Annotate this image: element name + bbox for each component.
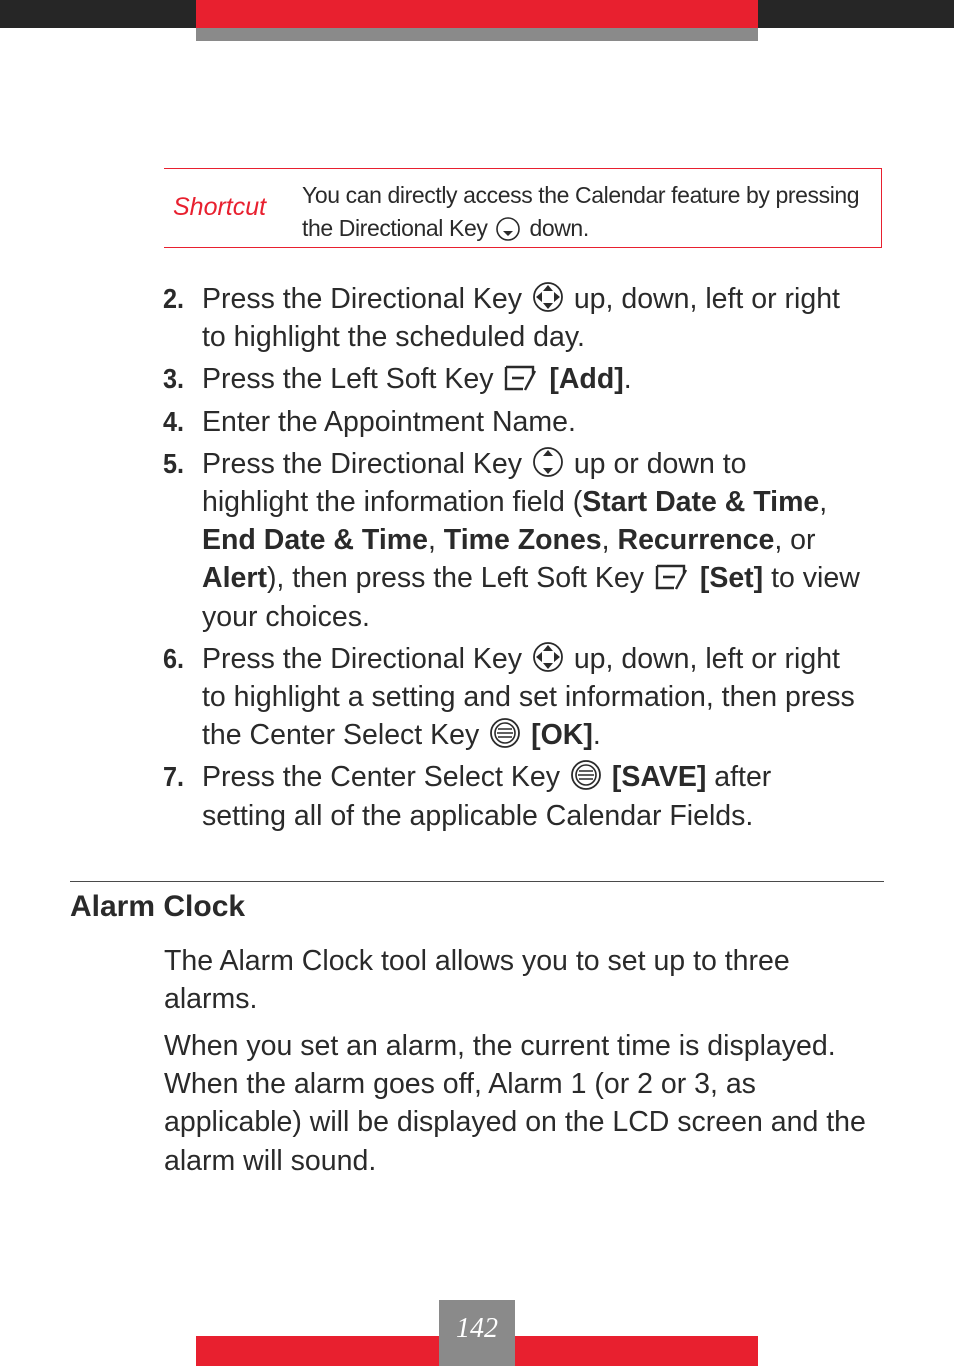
directional-key-4way-icon [532, 281, 564, 313]
section-paragraph: The Alarm Clock tool allows you to set up to three alarms. [164, 945, 790, 1016]
step-5: 5. Press the Directional Key up or down to highlight the information field (Start Date & Time, End Date & Time, Time Zones, Recurrence, or Alert), then press the Left Soft Key [Set] to view your choices. [160, 445, 860, 636]
directional-key-4way-icon [532, 641, 564, 673]
center-select-key-icon [570, 759, 602, 791]
directional-key-updown-icon [532, 446, 564, 478]
section-title: Alarm Clock [70, 890, 246, 923]
step-7: 7. Press the Center Select Key [SAVE] after setting all of the applicable Calendar Fields. [160, 758, 860, 834]
left-soft-key-icon [654, 562, 690, 592]
header-accent-bar [196, 0, 758, 28]
section-divider [70, 881, 884, 882]
step-number: 7. [163, 761, 185, 793]
left-soft-key-icon [503, 363, 539, 393]
page-number: 142 [456, 1313, 498, 1344]
shortcut-label: Shortcut [173, 193, 267, 221]
directional-key-down-icon [495, 216, 521, 242]
header-gray-bar [196, 28, 758, 41]
step-3: 3. Press the Left Soft Key [Add]. [160, 360, 860, 398]
step-4: 4. Enter the Appointment Name. [160, 403, 860, 441]
step-6: 6. Press the Directional Key up, down, left or right to highlight a setting and set information, then press the Center Select Key [OK]. [160, 640, 860, 755]
step-number: 6. [163, 642, 185, 674]
step-number: 3. [163, 363, 185, 395]
step-number: 4. [163, 405, 185, 437]
center-select-key-icon [489, 717, 521, 749]
page-number-box [439, 1300, 515, 1366]
step-number: 5. [163, 447, 185, 479]
section-paragraph: When you set an alarm, the current time is displayed. When the alarm goes off, Alarm 1 (or 2 or 3, as applicable) will be displayed on the LCD screen and the alarm will sound. [164, 1030, 866, 1177]
step-number: 2. [163, 283, 185, 314]
step-2: 2. Press the Directional Key up, down, left or right to highlight the scheduled day. [160, 280, 860, 356]
steps-list [160, 280, 860, 839]
shortcut-text: You can directly access the Calendar feature by pressing the Directional Key down. [302, 182, 860, 241]
shortcut-box [164, 168, 882, 248]
